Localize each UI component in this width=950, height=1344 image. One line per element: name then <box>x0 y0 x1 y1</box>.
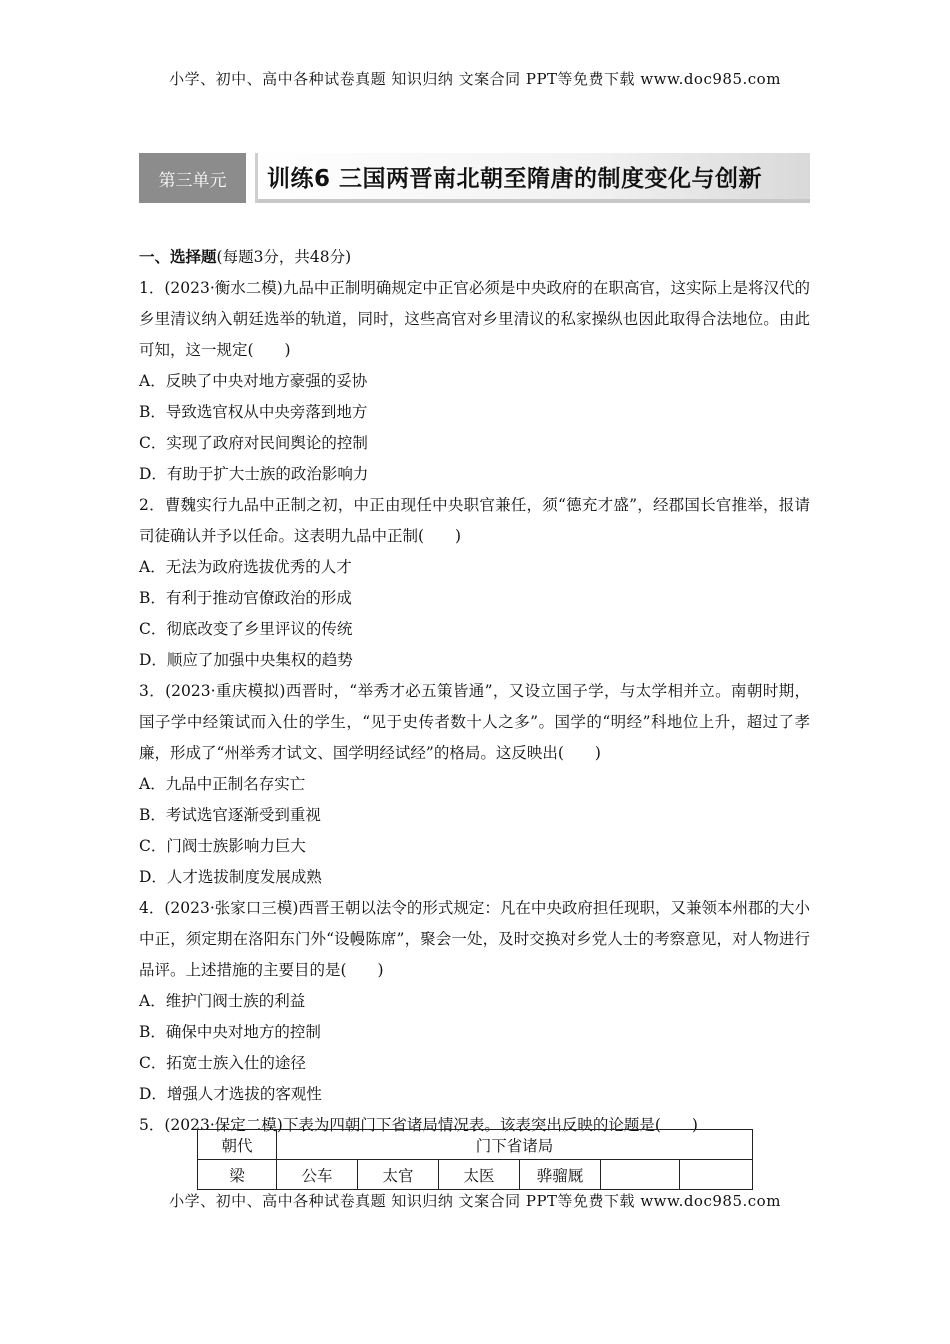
unit-banner <box>139 143 810 213</box>
unit-title-box <box>255 153 810 203</box>
option: B．有利于推动官僚政治的形成 <box>139 589 352 607</box>
section-heading <box>139 242 810 273</box>
option: C．拓宽士族入仕的途径 <box>139 1054 306 1072</box>
table-cell <box>601 1160 680 1190</box>
question-stem: 1．(2023·衡水二模)九品中正制明确规定中正官必须是中央政府的在职高官，这实际上是将汉代的乡里清议纳入朝廷选举的轨道，同时，这些高官对乡里清议的私家操纵也因此取得合法地位。由此可知，这一规定( ) <box>139 279 810 359</box>
option: D．顺应了加强中央集权的趋势 <box>139 651 353 669</box>
question-list <box>139 242 810 1141</box>
option: D．人才选拔制度发展成熟 <box>139 868 322 886</box>
page-header: 小学、初中、高中各种试卷真题 知识归纳 文案合同 PPT等免费下载 www.doc985.com <box>169 70 781 88</box>
section-title: 一、选择题 <box>139 248 217 266</box>
unit-title: 训练6 三国两晋南北朝至隋唐的制度变化与创新 <box>267 165 763 192</box>
table-header-cell: 朝代 <box>198 1130 277 1160</box>
option: D．增强人才选拔的客观性 <box>139 1085 322 1103</box>
divider <box>255 153 258 203</box>
question-stem: 3．(2023·重庆模拟)西晋时，“举秀才必五策皆通”，又设立国子学，与太学相并立。南朝时期，国子学中经策试而入仕的学生，“见于史传者数十人之多”。国学的“明经”科地位上升，超过了孝廉，形成了“州举秀才试文、国学明经试经”的格局。这反映出( ) <box>139 682 810 762</box>
table-row <box>198 1160 753 1190</box>
option: B．导致选官权从中央旁落到地方 <box>139 403 368 421</box>
page-footer: 小学、初中、高中各种试卷真题 知识归纳 文案合同 PPT等免费下载 www.doc985.com <box>169 1192 781 1210</box>
bureau-table <box>197 1129 753 1190</box>
table-header-cell: 门下省诸局 <box>277 1130 753 1160</box>
table-cell: 太官 <box>358 1160 439 1190</box>
question-stem: 2．曹魏实行九品中正制之初，中正由现任中央职官兼任，须“德充才盛”，经郡国长官推举，报请司徒确认并予以任命。这表明九品中正制( ) <box>139 496 810 545</box>
table-cell <box>680 1160 753 1190</box>
option: C．实现了政府对民间舆论的控制 <box>139 434 368 452</box>
table-cell: 梁 <box>198 1160 277 1190</box>
question-stem: 5．(2023·保定二模)下表为四朝门下省诸局情况表。该表突出反映的论题是( ) <box>139 1116 698 1134</box>
option: B．考试选官逐渐受到重视 <box>139 806 321 824</box>
table-cell: 公车 <box>277 1160 358 1190</box>
table-cell: 骅骝厩 <box>520 1160 601 1190</box>
table-header-row <box>198 1130 753 1160</box>
option: A．维护门阀士族的利益 <box>139 992 306 1010</box>
option: A．无法为政府选拔优秀的人才 <box>139 558 352 576</box>
option: A．九品中正制名存实亡 <box>139 775 306 793</box>
option: D．有助于扩大士族的政治影响力 <box>139 465 369 483</box>
section-note: (每题3分，共48分) <box>216 248 352 266</box>
option: A．反映了中央对地方豪强的妥协 <box>139 372 368 390</box>
question-stem: 4．(2023·张家口三模)西晋王朝以法令的形式规定：凡在中央政府担任现职，又兼领本州郡的大小中正，须定期在洛阳东门外“设幔陈席”，聚会一处，及时交换对乡党人士的考察意见，对人物进行品评。上述措施的主要目的是( ) <box>139 899 810 979</box>
option: C．彻底改变了乡里评议的传统 <box>139 620 353 638</box>
table-cell: 太医 <box>439 1160 520 1190</box>
option: B．确保中央对地方的控制 <box>139 1023 321 1041</box>
option: C．门阀士族影响力巨大 <box>139 837 306 855</box>
unit-label: 第三单元 <box>139 153 246 203</box>
